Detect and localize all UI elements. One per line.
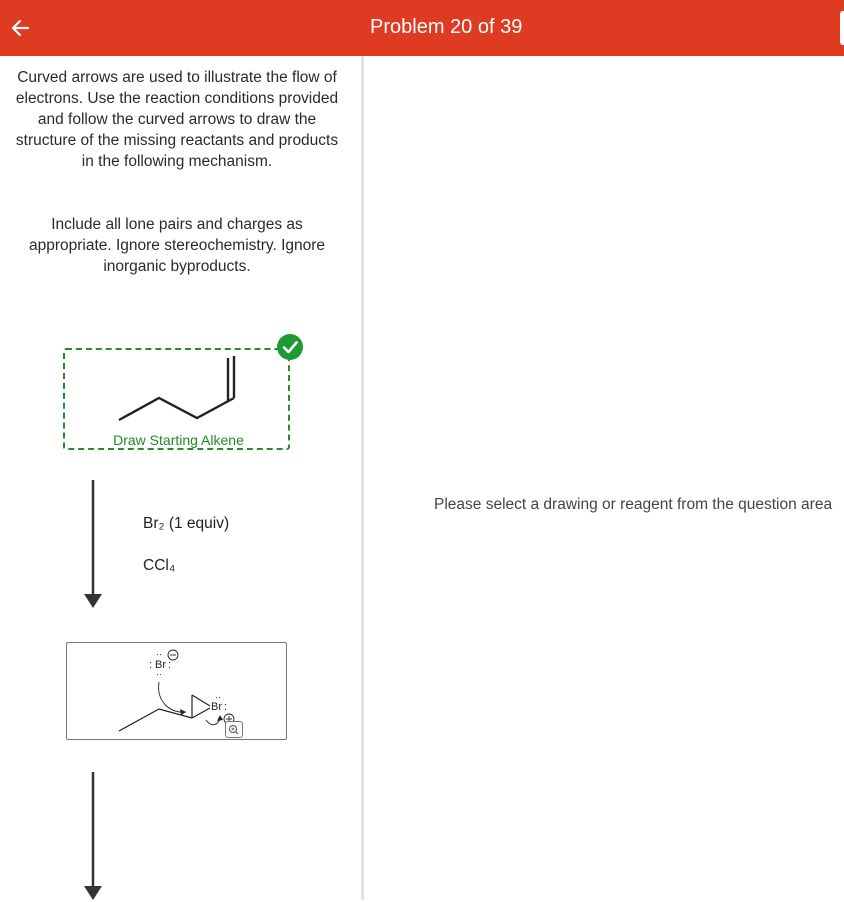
bromonium-intermediate-box[interactable] xyxy=(66,642,287,740)
reagent-bromine: Br₂ (1 equiv) xyxy=(143,515,230,532)
zoom-in-icon xyxy=(226,722,242,737)
starting-alkene-drawing[interactable] xyxy=(63,348,290,450)
instructions-text: Curved arrows are used to illustrate the flow of electrons. Use the reaction conditions provided and follow the curved arrows to draw the structure of the missing reactants and products in the following mechanism. xyxy=(15,69,339,170)
svg-text:··: ·· xyxy=(156,669,162,679)
svg-text::: : xyxy=(224,701,228,713)
bromide-label: Br xyxy=(155,659,166,671)
reaction-arrow xyxy=(82,772,104,902)
arrow-left-icon xyxy=(10,18,30,38)
reagent-solvent: CCl₄ xyxy=(143,557,176,574)
bromonium-label: Br xyxy=(211,701,222,713)
bromonium-structure xyxy=(66,642,287,740)
page-title: Problem 20 of 39 xyxy=(370,16,523,38)
top-bar xyxy=(0,0,844,56)
question-panel xyxy=(0,56,361,900)
notes-text: Include all lone pairs and charges as appropriate. Ignore stereochemistry. Ignore inorganic byproducts. xyxy=(28,216,326,275)
check-circle-icon xyxy=(277,334,303,360)
back-button[interactable] xyxy=(6,14,34,42)
empty-state-message: Please select a drawing or reagent from the question area xyxy=(434,496,833,513)
svg-text:··: ·· xyxy=(215,692,221,702)
zoom-button[interactable] xyxy=(225,721,243,738)
svg-text::: : xyxy=(149,659,153,671)
reaction-arrow xyxy=(82,480,104,610)
svg-text::: : xyxy=(168,659,172,671)
panel-divider xyxy=(361,56,364,900)
draw-alkene-label: Draw Starting Alkene xyxy=(113,432,244,448)
svg-text:··: ·· xyxy=(156,649,162,659)
side-tab[interactable] xyxy=(840,11,844,45)
